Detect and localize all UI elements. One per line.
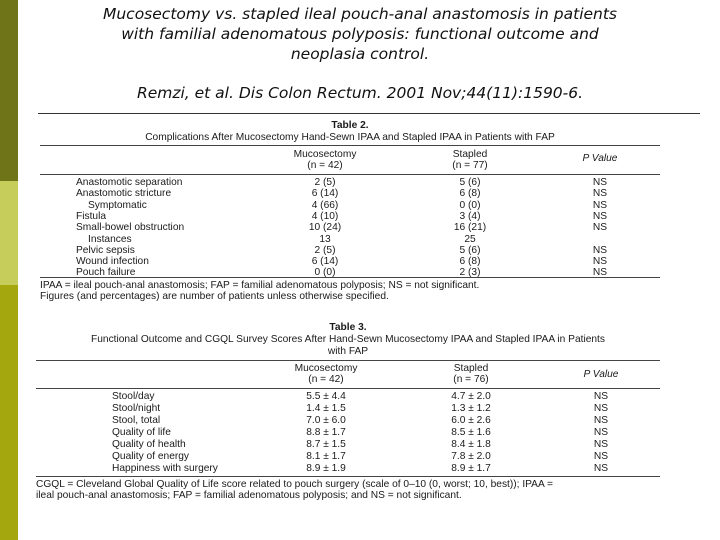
cell-mucosectomy: 4 (66)	[311, 199, 339, 211]
accent-bar-top	[0, 0, 18, 181]
divider	[38, 113, 700, 114]
cell-mucosectomy: 8.7 ± 1.5	[306, 439, 346, 450]
cell-stapled: 4.7 ± 2.0	[451, 391, 491, 402]
cell-mucosectomy: 2 (5)	[314, 177, 336, 188]
col-header-mucosectomy-n: (n = 42)	[308, 374, 344, 385]
table-rule	[36, 360, 660, 361]
cell-p-value: NS	[593, 391, 609, 402]
row-label: Stool/day	[112, 391, 155, 402]
col-header-mucosectomy: Mucosectomy	[294, 363, 358, 374]
cell-mucosectomy: 5.5 ± 4.4	[306, 391, 346, 402]
accent-bar-middle	[0, 181, 18, 285]
cell-p-value: NS	[592, 177, 608, 188]
cell-p-value: NS	[593, 415, 609, 426]
table-3-caption: with FAP	[327, 346, 369, 357]
cell-stapled: 7.8 ± 2.0	[451, 451, 491, 462]
table-rule	[36, 388, 660, 389]
row-label: Pelvic sepsis	[76, 244, 135, 256]
table-3-footnote: CGQL = Cleveland Global Quality of Life score related to pouch surgery (scale of 0–10 (0, worst; 10, best)); IPAA =	[36, 479, 553, 490]
accent-bar-bottom	[0, 285, 18, 540]
cell-stapled: 2 (3)	[459, 267, 481, 279]
cell-stapled: 8.5 ± 1.6	[451, 427, 491, 438]
table-3-label: Table 3.	[329, 322, 367, 333]
col-header-stapled: Stapled	[453, 363, 489, 374]
table-2	[40, 118, 660, 303]
cell-stapled: 6 (8)	[459, 256, 481, 268]
row-label: Happiness with surgery	[112, 463, 218, 474]
table-3-caption: Functional Outcome and CGQL Survey Scores After Hand-Sewn Mucosectomy IPAA and Stapled IPAA in Patients	[91, 334, 605, 345]
cell-stapled: 6.0 ± 2.6	[451, 415, 491, 426]
slide-title-line: neoplasia control.	[290, 45, 430, 63]
cell-p-value: NS	[592, 222, 608, 234]
table-rule	[40, 174, 660, 175]
cell-mucosectomy: 6 (14)	[311, 256, 339, 268]
table-rule	[36, 476, 660, 477]
citation: Remzi, et al. Dis Colon Rectum. 2001 Nov;44(11):1590-6.	[136, 84, 584, 102]
cell-stapled: 25	[464, 233, 476, 245]
cell-p-value: NS	[593, 403, 609, 414]
row-label: Quality of energy	[112, 451, 190, 462]
cell-mucosectomy: 6 (14)	[311, 188, 339, 200]
row-label: Anastomotic stricture	[76, 188, 172, 200]
row-label: Quality of life	[112, 427, 171, 438]
cell-p-value: NS	[593, 463, 609, 474]
table-3	[36, 320, 660, 502]
cell-mucosectomy: 10 (24)	[308, 222, 342, 234]
row-label: Quality of health	[112, 439, 186, 450]
col-header-mucosectomy-n: (n = 42)	[307, 160, 343, 171]
slide-title	[40, 4, 680, 64]
row-label: Anastomotic separation	[76, 177, 183, 188]
table-2-footnote: IPAA = ileal pouch-anal anastomosis; FAP = familial adenomatous polyposis; NS = not significant.	[40, 280, 480, 291]
col-header-stapled: Stapled	[452, 149, 488, 160]
row-label: Stool, total	[112, 415, 161, 426]
slide-title-line: with familial adenomatous polyposis: functional outcome and	[121, 25, 599, 43]
cell-stapled: 5 (6)	[459, 244, 481, 256]
cell-p-value: NS	[593, 439, 609, 450]
cell-p-value: NS	[593, 451, 609, 462]
row-label: Symptomatic	[88, 199, 147, 211]
table-2-footnote: Figures (and percentages) are number of patients unless otherwise specified.	[40, 291, 389, 302]
row-label: Instances	[88, 233, 132, 245]
cell-stapled: 8.4 ± 1.8	[451, 439, 491, 450]
slide-title-line: Mucosectomy vs. stapled ileal pouch-anal anastomosis in patients	[102, 5, 618, 23]
cell-mucosectomy: 13	[319, 233, 331, 245]
col-header-p-value: P Value	[583, 369, 619, 380]
cell-stapled: 5 (6)	[459, 177, 481, 188]
cell-mucosectomy: 8.8 ± 1.7	[306, 427, 346, 438]
cell-stapled: 16 (21)	[453, 222, 487, 234]
cell-mucosectomy: 8.1 ± 1.7	[306, 451, 346, 462]
cell-p-value: NS	[592, 199, 608, 211]
cell-p-value: NS	[592, 188, 608, 200]
row-label: Pouch failure	[76, 267, 136, 279]
row-label: Small-bowel obstruction	[76, 222, 185, 234]
cell-stapled: 1.3 ± 1.2	[451, 403, 491, 414]
cell-mucosectomy: 2 (5)	[314, 244, 336, 256]
cell-stapled: 3 (4)	[459, 210, 481, 222]
table-rule	[40, 277, 660, 278]
cell-mucosectomy: 0 (0)	[314, 267, 336, 279]
cell-p-value: NS	[592, 244, 608, 256]
cell-stapled: 0 (0)	[459, 199, 481, 211]
cell-mucosectomy: 4 (10)	[311, 210, 339, 222]
row-label: Fistula	[76, 210, 107, 222]
cell-mucosectomy: 7.0 ± 6.0	[306, 415, 346, 426]
table-3-footnote: ileal pouch-anal anastomosis; FAP = familial adenomatous polyposis; and NS = not significant.	[36, 490, 462, 501]
col-header-stapled-n: (n = 76)	[453, 374, 489, 385]
col-header-p-value: P Value	[582, 153, 618, 164]
col-header-stapled-n: (n = 77)	[452, 160, 488, 171]
col-header-mucosectomy: Mucosectomy	[293, 149, 357, 160]
cell-p-value: NS	[592, 267, 608, 279]
cell-p-value: NS	[592, 256, 608, 268]
cell-p-value: NS	[592, 210, 608, 222]
cell-mucosectomy: 1.4 ± 1.5	[306, 403, 346, 414]
cell-p-value: NS	[593, 427, 609, 438]
table-2-caption: Complications After Mucosectomy Hand-Sewn IPAA and Stapled IPAA in Patients with FAP	[145, 132, 555, 143]
table-rule	[40, 145, 660, 146]
cell-mucosectomy: 8.9 ± 1.9	[306, 463, 346, 474]
row-label: Stool/night	[112, 403, 161, 414]
cell-stapled: 8.9 ± 1.7	[451, 463, 491, 474]
row-label: Wound infection	[76, 256, 149, 268]
table-2-label: Table 2.	[331, 120, 369, 131]
cell-stapled: 6 (8)	[459, 188, 481, 200]
